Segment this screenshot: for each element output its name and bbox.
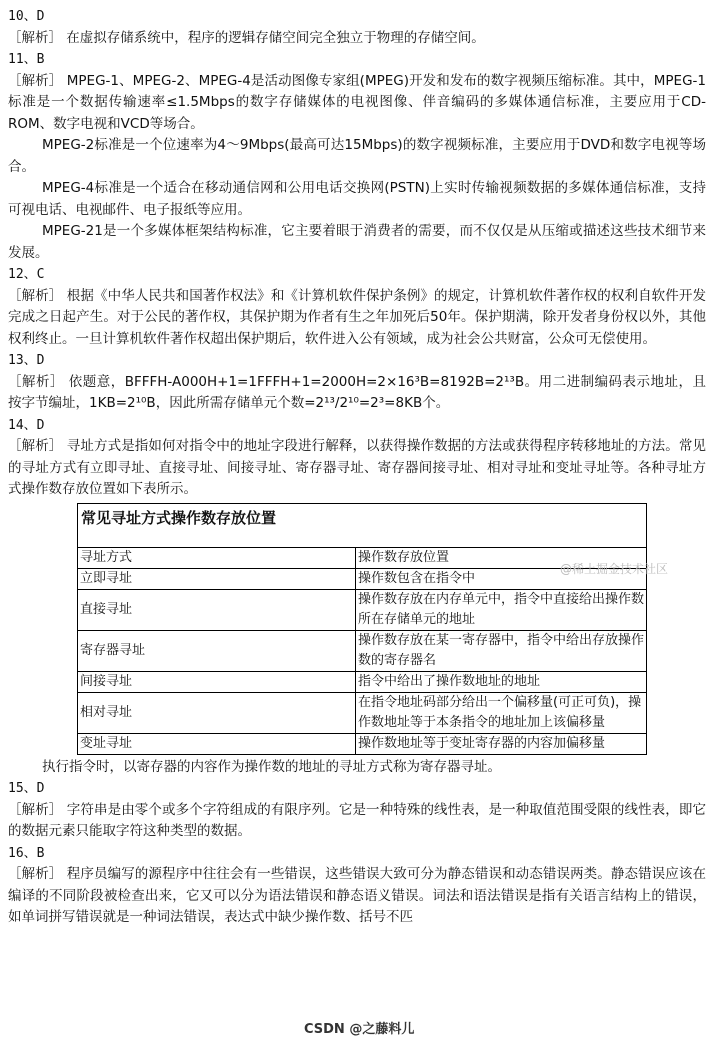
table-cell: 指令中给出了操作数地址的地址: [356, 671, 647, 692]
table-cell: 操作数存放在某一寄存器中，指令中给出存放操作数的寄存器名: [356, 630, 647, 671]
answer-14: [8, 415, 706, 501]
answer-number: 11、B: [8, 52, 45, 67]
answer-15: [8, 778, 706, 843]
after-table-paragraph: 执行指令时，以寄存器的内容作为操作数的地址的寻址方式称为寄存器寻址。: [42, 758, 501, 775]
table-title: 常见寻址方式操作数存放位置: [78, 504, 646, 548]
answer-number: 15、D: [8, 781, 45, 796]
table-cell: 寻址方式: [78, 548, 356, 569]
answer-number: 13、D: [8, 353, 45, 368]
answer-number: 12、C: [8, 267, 45, 282]
answer-12: [8, 264, 706, 350]
analysis-paragraph: ［解析］ 寻址方式是指如何对指令中的地址字段进行解释，以获得操作数据的方法或获得程序转移地址的方法。常见的寻址方式有立即寻址、直接寻址、间接寻址、寄存器寻址、寄存器间接寻址、相对寻址和变址寻址等。各种寻址方式操作数存放位置如下表所示。: [8, 438, 706, 497]
analysis-paragraph: ［解析］ 在虚拟存储系统中，程序的逻辑存储空间完全独立于物理的存储空间。: [8, 29, 485, 46]
analysis-paragraph: ［解析］ 根据《中华人民共和国著作权法》和《计算机软件保护条例》的规定，计算机软件著作权的权利自软件开发完成之日起产生。对于公民的著作权，其保护期为作者有生之年加死后50年。保护期满，除开发者身份权以外，其他权利终止。一旦计算机软件著作权超出保护期后，软件进入公有领域，成为社会公共财富，公众可无偿使用。: [8, 287, 706, 347]
answer-16: [8, 843, 706, 929]
answer-number: 16、B: [8, 845, 45, 861]
addressing-table: [77, 503, 647, 755]
table-cell: 操作数存放在内存单元中，指令中直接给出操作数所在存储单元的地址: [356, 589, 647, 630]
analysis-paragraph: ［解析］ 依题意，BFFFH-A000H+1=1FFFH+1=2000H=2×16³B=8192B=2¹³B。用二进制编码表示地址，且按字节编址，1KB=2¹⁰B，因此所需存储单元个数=2¹³/2¹⁰=2³=8KB个。: [8, 373, 706, 411]
table-cell: 操作数地址等于变址寄存器的内容加偏移量: [356, 733, 647, 754]
table-cell: 在指令地址码部分给出一个偏移量(可正可负)，操作数地址等于本条指令的地址加上该偏移量: [356, 692, 647, 733]
table-cell: 立即寻址: [78, 568, 356, 589]
table-cell: 变址寻址: [78, 733, 356, 754]
table-cell: 寄存器寻址: [78, 630, 356, 671]
analysis-paragraph: MPEG-2标准是一个位速率为4～9Mbps(最高可达15Mbps)的数字视频标准，主要应用于DVD和数字电视等场合。: [8, 137, 706, 175]
analysis-paragraph: ［解析］ MPEG-1、MPEG-2、MPEG-4是活动图像专家组(MPEG)开发和发布的数字视频压缩标准。其中，MPEG-1标准是一个数据传输速率≤1.5Mbps的数字存储媒体的电视图像、伴音编码的多媒体通信标准，主要应用于CD-ROM、数字电视和VCD等场合。: [8, 72, 706, 132]
table-row: [78, 671, 646, 692]
table-row: [78, 733, 646, 754]
answer-10: [8, 6, 706, 49]
document-body: [8, 6, 706, 929]
table-row: [78, 630, 646, 671]
answer-13: [8, 350, 706, 415]
analysis-paragraph: ［解析］ 字符串是由零个或多个字符组成的有限序列。它是一种特殊的线性表，是一种取值范围受限的线性表，即它的数据元素只能取字符这种类型的数据。: [8, 801, 706, 839]
table-cell: 间接寻址: [78, 671, 356, 692]
watermark-csdn: CSDN @之藤料儿: [304, 1022, 415, 1037]
answer-11: [8, 49, 706, 264]
watermark-juejin: @稀土掘金技术社区: [560, 562, 669, 576]
answer-number: 14、D: [8, 417, 45, 433]
table-cell: 相对寻址: [78, 692, 356, 733]
table-row: [78, 589, 646, 630]
table-grid: [78, 548, 646, 754]
analysis-paragraph: MPEG-4标准是一个适合在移动通信网和公用电话交换网(PSTN)上实时传输视频数据的多媒体通信标准，支持可视电话、电视邮件、电子报纸等应用。: [8, 180, 706, 218]
answer-number: 10、D: [8, 9, 45, 24]
table-cell: 操作数存放位置: [356, 548, 647, 569]
table-cell: 操作数包含在指令中: [356, 568, 647, 589]
table-row: [78, 692, 646, 733]
analysis-paragraph: MPEG-21是一个多媒体框架结构标准，它主要着眼于消费者的需要，而不仅仅是从压缩或描述这些技术细节来发展。: [8, 223, 706, 261]
table-cell: 直接寻址: [78, 589, 356, 630]
analysis-paragraph: ［解析］ 程序员编写的源程序中往往会有一些错误，这些错误大致可分为静态错误和动态错误两类。静态错误应该在编译的不同阶段被检查出来，它又可以分为语法错误和静态语义错误。词法和语法错误是指有关语言结构上的错误，如单词拼写错误就是一种词法错误，表达式中缺少操作数、括号不匹: [8, 866, 706, 925]
